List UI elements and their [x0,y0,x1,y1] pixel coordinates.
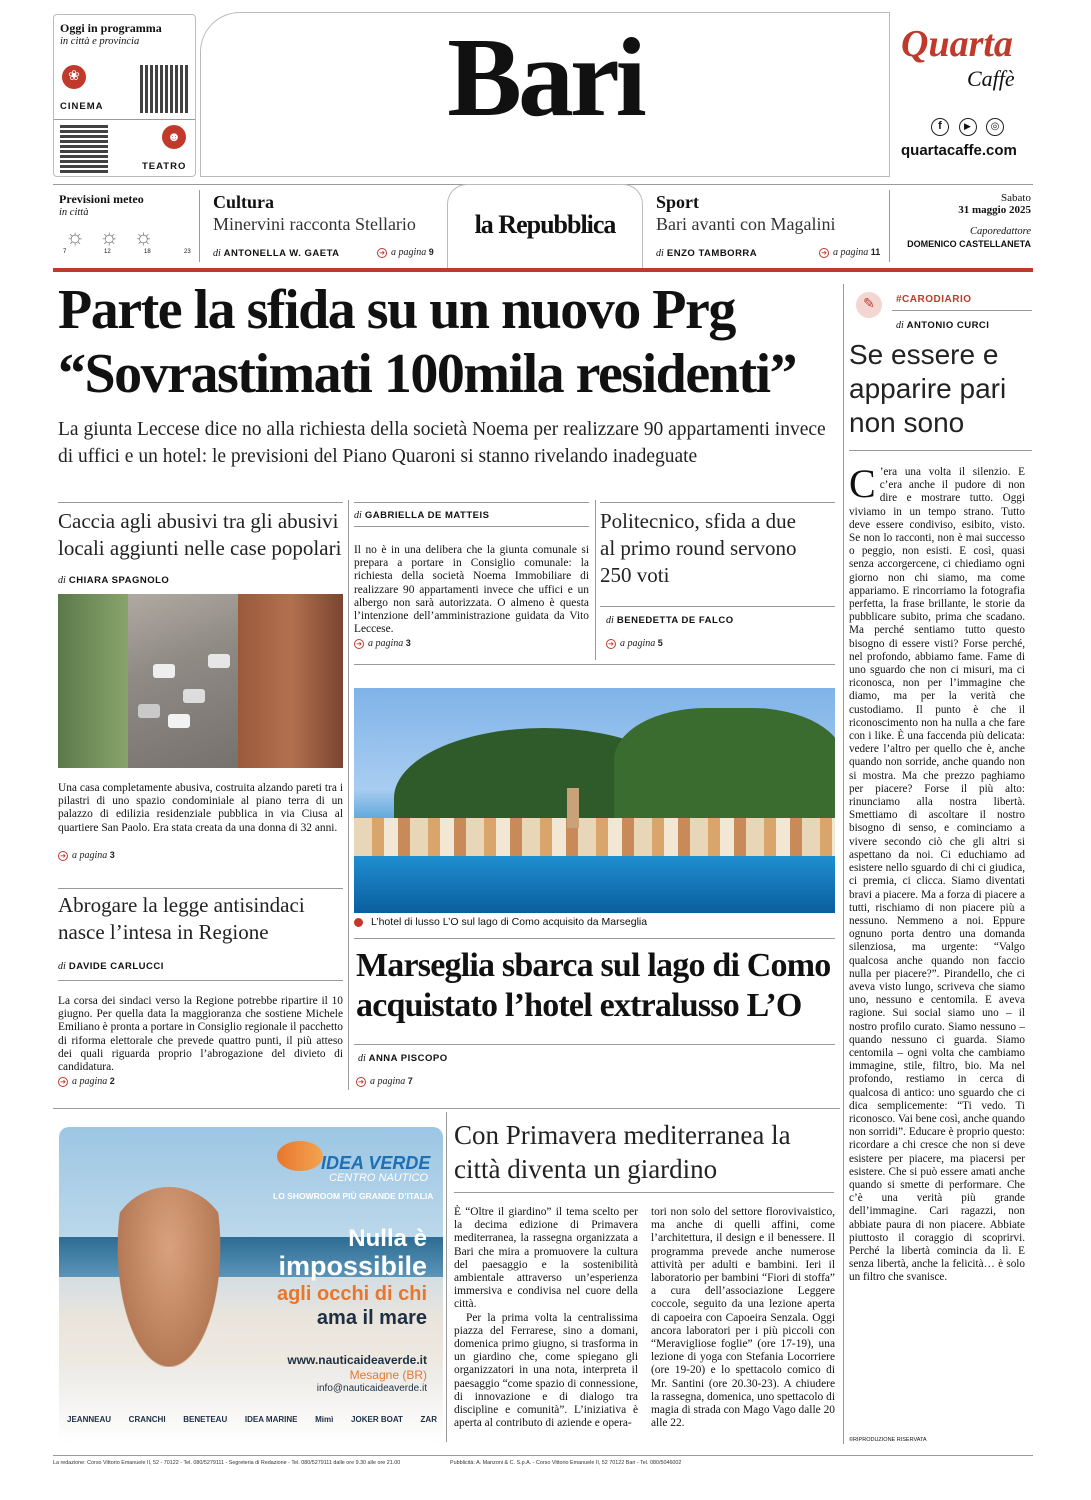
main-summary: La giunta Leccese dice no alla richiesta della società Noema per realizzare 90 appartamenti invece di uffici e un hotel: le previsioni del Piano Quaroni si stanno rivelando inadeguate [58,419,826,467]
sport-teaser[interactable] [656,190,886,266]
como-headline[interactable]: Marseglia sbarca sul lago di Como acquistato l’hotel extralusso L’O [356,947,831,1024]
quarta-logo: Quarta [901,23,1013,65]
quarta-logo-sub: Caffè [967,66,1015,91]
repubblica-logo: la Repubblica [474,210,616,239]
cultura-section: Cultura [213,192,275,212]
meteo-box [53,186,196,266]
caption-bullet-icon [354,918,363,927]
dateline-date: 31 maggio 2025 [958,204,1031,216]
sun-icons [65,224,168,250]
cultura-teaser[interactable] [213,190,443,266]
arrow-icon: ➔ [58,851,68,861]
politecnico-headline[interactable]: Politecnico, sfida a due al primo round servono 250 voti [600,509,797,587]
nautica-ad[interactable] [59,1127,443,1443]
como-page-ref[interactable]: ➔ a pagina 7 [356,1076,413,1087]
como-caption: L’hotel di lusso L’O sul lago di Como acquisito da Marseglia [354,916,647,928]
carodiario-tag: #CARODIARIO [896,294,972,305]
sun-icon: ☼ [99,224,134,249]
como-photo[interactable] [354,688,835,913]
ad-claim-3: agli occhi di chi [276,1283,427,1305]
facebook-icon[interactable]: f [931,118,949,136]
abusivi-headline[interactable]: Caccia agli abusivi tra gli abusivi locali aggiunti nelle case popolari [58,509,342,560]
arrow-icon: ➔ [356,1077,366,1087]
programma-title: Oggi in programma [60,21,162,35]
section-bar-red-rule [53,268,1033,272]
ideaverde-logo-icon [277,1141,323,1171]
partner-logo: JEANNEAU [67,1415,112,1424]
arrow-icon: ➔ [819,248,829,258]
abusivi-byline: di CHIARA SPAGNOLO [58,575,170,586]
partner-logo: BENETEAU [183,1415,228,1424]
sport-headline[interactable]: Bari avanti con Magalini [656,214,836,234]
carodiario-dropcap: C [849,461,876,506]
ad-place: Mesagne (BR) [349,1368,427,1382]
sport-page-ref[interactable]: ➔ a pagina 11 [819,247,880,258]
partner-logo: Mimì [315,1415,334,1424]
footer-pubblicita: Pubblicità: A. Manzoni & C. S.p.A. - Corso Vittorio Emanuele II, 52 70122 Bari - Tel. 080/5046002 [450,1460,682,1466]
sport-section: Sport [656,192,700,212]
dateline-role: Caporedattore [969,226,1031,237]
main-headline-2[interactable]: “Sovrastimati 100mila residenti” [58,343,797,405]
dateline-name: DOMENICO CASTELLANETA [907,239,1031,249]
meteo-hour: 7 [63,249,67,255]
ad-url[interactable]: www.nauticaideaverde.it [287,1353,427,1367]
meteo-hour: 18 [144,249,151,255]
sun-icon: ☼ [133,224,168,249]
politecnico-byline: di BENEDETTA DE FALCO [606,615,734,626]
arrow-icon: ➔ [354,639,364,649]
cultura-headline[interactable]: Minervini racconta Stellario [213,214,416,234]
cinema-qr-code[interactable] [140,65,188,113]
carodiario-reserved: ©RIPRODUZIONE RISERVATA [849,1437,927,1443]
social-icons [931,118,1004,136]
antisindaci-byline: di DAVIDE CARLUCCI [58,961,164,972]
teatro-label[interactable]: TEATRO [142,161,187,172]
cultura-page-ref[interactable]: ➔ a pagina 9 [377,247,434,258]
noema-byline: di GABRIELLA DE MATTEIS [354,510,490,521]
carodiario-byline: di ANTONIO CURCI [896,320,990,331]
ad-claim-2: impossibile [278,1251,427,1281]
programma-subtitle: in città e provincia [60,36,140,47]
como-byline: di ANNA PISCOPO [358,1053,448,1064]
programma-box [53,14,196,177]
antisindaci-body: La corsa dei sindaci verso la Regione potrebbe ripartire il 10 giugno. Per quella data la maggioranza che sostiene Michele Emiliano è pronta a portare in Consiglio regionale il pacchetto di riforma elettorale che prevede quattro punti, il più atteso dei quali riguarda proprio l’abrogazione del divieto di candidatura. [58,995,343,1074]
sport-byline: di ENZO TAMBORRA [656,248,758,259]
primavera-col-2: tori non solo del settore florovivaistico, ma anche di quelli affini, come l’architettura, il design e il benessere. Il programma prevede anche numerose attività per adulti e bambini. Ieri il laboratorio per bambini “Fiori di stoffa” a cura dell’associazione Leggere coccole, seguito da una lezione aperta di capoeira con Capoeira Senzala. Oggi ancora laboratori per i più piccoli con “Meravigliose foglie” (ore 17-19), una lezione di yoga con Stefania Locorriere (ore 19-20) e lo spettacolo comico di Mr. Santini (ore 20.30-23). A chiudere la rassegna, domenica, uno spettacolo di magia di strada con Mago Vago dalle 20 alle 22. [651,1206,835,1430]
cultura-byline: di ANTONELLA W. GAETA [213,248,340,259]
carodiario-title[interactable]: Se essere e apparire pari non sono [849,339,1007,438]
footer-redazione: La redazione: Corso Vittorio Emanuele II, 52 - 70122 - Tel. 080/5279111 - Segreteria di Redazione - Tel. 080/5279111 dalle ore 9.30 alle ore 21.00 [53,1460,401,1466]
partner-logo: ZAR [420,1415,437,1424]
quarta-ad[interactable] [895,14,1040,177]
antisindaci-headline[interactable]: Abrogare la legge antisindaci nasce l’intesa in Regione [58,893,305,944]
meteo-subtitle: in città [59,207,89,218]
noema-page-ref[interactable]: ➔ a pagina 3 [354,638,411,649]
quarta-url[interactable]: quartacaffe.com [901,142,1017,159]
arrow-icon: ➔ [606,639,616,649]
meteo-hour: 12 [104,249,111,255]
meteo-hour: 23 [184,249,191,255]
primavera-col-1: È “Oltre il giardino” il tema scelto per la decima edizione di Primavera mediterranea, la rassegna organizzata a Bari che mira a promuovere la cultura del paesaggio e la sostenibilità ambientale attraverso un’esperienza immersiva e condivisa nel cuore della città. Per la prima volta la centralissima piazza del Ferrarese, sino a domani, domenica primo giugno, si trasforma in un giardino che, come spiegano gli organizzatori in una nota, interpreta il paesaggio “come spazio di connessione, di innovazione e di dialogo tra discipline e comunità”. L’iniziativa è aperta al contributo di aziende e opera- [454,1206,638,1430]
teatro-qr-code[interactable] [60,125,108,173]
meteo-title: Previsioni meteo [59,192,144,206]
dateline [895,192,1031,249]
ideaverde-sub: CENTRO NAUTICO [329,1172,428,1184]
abusivi-photo[interactable] [58,594,343,768]
politecnico-page-ref[interactable]: ➔ a pagina 5 [606,638,663,649]
noema-body: Il no è in una delibera che la giunta comunale si prepara a portare in Consiglio comunale: la richiesta della società Noema Immobiliare di realizzare 90 appartamenti invece che uffici e un albergo non sarà autorizzata. O almeno è questa l’intenzione dell’amministrazione guidata da Vito Leccese. [354,544,589,636]
partner-logo: IDEA MARINE [244,1415,298,1424]
primavera-headline[interactable]: Con Primavera mediterranea la città diventa un giardino [454,1120,791,1184]
ideaverde-brand: IDEA VERDE [321,1153,431,1173]
abusivi-page-ref[interactable]: ➔ a pagina 3 [58,850,115,861]
partner-logo: CRANCHI [128,1415,166,1424]
antisindaci-page-ref[interactable]: ➔ a pagina 2 [58,1076,115,1087]
ad-email[interactable]: info@nauticaideaverde.it [316,1383,427,1394]
woman-figure [109,1187,229,1387]
instagram-icon[interactable]: ◎ [986,118,1004,136]
teatro-icon[interactable]: ☻ [162,125,186,149]
cinema-label[interactable]: CINEMA [60,101,104,112]
carodiario-icon: ✎ [856,292,882,318]
abusivi-body: Una casa completamente abusiva, costruita alzando pareti tra i pilastri di uno spazio condominiale al piano terra di un palazzo di edilizia residenziale pubblica in via Ciusa al quartiere San Paolo. Era stata creata da una donna di 32 anni. [58,782,343,834]
ideaverde-tagline: LO SHOWROOM PIÙ GRANDE D’ITALIA [273,1191,434,1201]
arrow-icon: ➔ [377,248,387,258]
main-headline-1[interactable]: Parte la sfida su un nuovo Prg [58,279,735,341]
ad-claim-4: ama il mare [316,1307,427,1329]
dateline-day: Sabato [1001,192,1031,204]
partner-logo: JOKER BOAT [351,1415,403,1424]
cinema-icon[interactable]: ❀ [62,65,86,89]
sun-icon: ☼ [65,224,100,249]
ad-claim-1: Nulla è [348,1225,427,1252]
arrow-icon: ➔ [58,1077,68,1087]
ad-partners [67,1415,437,1424]
carodiario-body: C ’era una volta il silenzio. E c’era anche il pudore di non dire e mostrare tutto. Oggi viviamo in un tempo strano. Tutto deve essere condiviso, esibito, visto. Se non lo racconti, non è mai successo o peggio, non esisti. E così, quasi senza accorgercene, ci chiediamo ogni giorno non chi siamo, ma come appariamo. E rincorriamo la fotografia perfetta, la frase brillante, le storie da pubblicare subito, prima che scadano. Ma perché sentiamo tutto questo bisogno di essere visti? Forse perché, nel profondo, abbiamo fame. Fame di uno sguardo che non ci misuri, ma ci riconosca, non per l’immagine che diamo, ma per la verità che custodiamo. Il punto è che il riconoscimento non ha nulla a che fare con i like. È una faccenda più delicata: vedere l’altro per quello che è, anche quando non sorride, anche quando non si mostra. Ma che prezzo paghiamo per piacere? Forse il più alto: rinunciamo alla nostra libertà. Smettiamo di ascoltare il nostro bisogno di senso, e cominciamo a vivere secondo ciò che gli altri si aspettano da noi. Ci educhiamo ad esistere nello sguardo di chi ci giudica, ci premia, ci clicca. Siamo diventati bravi a piacere. Ma a forza di piacere a tutti, rischiamo di non piacere più a nessuno. Nemmeno a noi. Eppure ognuno porta dentro una domanda silenziosa, ma urgente: “Valgo qualcosa anche quando non faccio nulla per piacere?”. Pirandello, che ci aveva visto lungo, scriveva che siamo uno, nessuno e centomila. E aveva ragione. Sui social siamo uno – il nostro profilo curato. Siamo nessuno – quando nessuno ci guarda. Siamo centomila – ogni volta che cambiamo immagine, stile, filtro, bio. Ma nel profondo, restiamo in cerca di qualcosa di antico: uno sguardo che ci dica semplicemente: “Ti vedo. Ti riconosco. Vai bene così, anche quando non sorridi”. Educare è proprio questo: ricordare a chi cresce che non si deve esistere per piacere, ma piacersi per esistere. Che si può essere amati anche quando si smette di performare. Che c’è una verità più grande dell’immagine. Cari ragazzi, non abbiate paura di non piacere. Abbiate piuttosto il coraggio di scoprirvi. Perché la libertà comincia da lì. E senza libertà, anche la felicità… è solo un filtro che svanisce. [849,461,1025,1284]
youtube-icon[interactable]: ▶ [959,118,977,136]
masthead-city: Bari [447,16,643,140]
